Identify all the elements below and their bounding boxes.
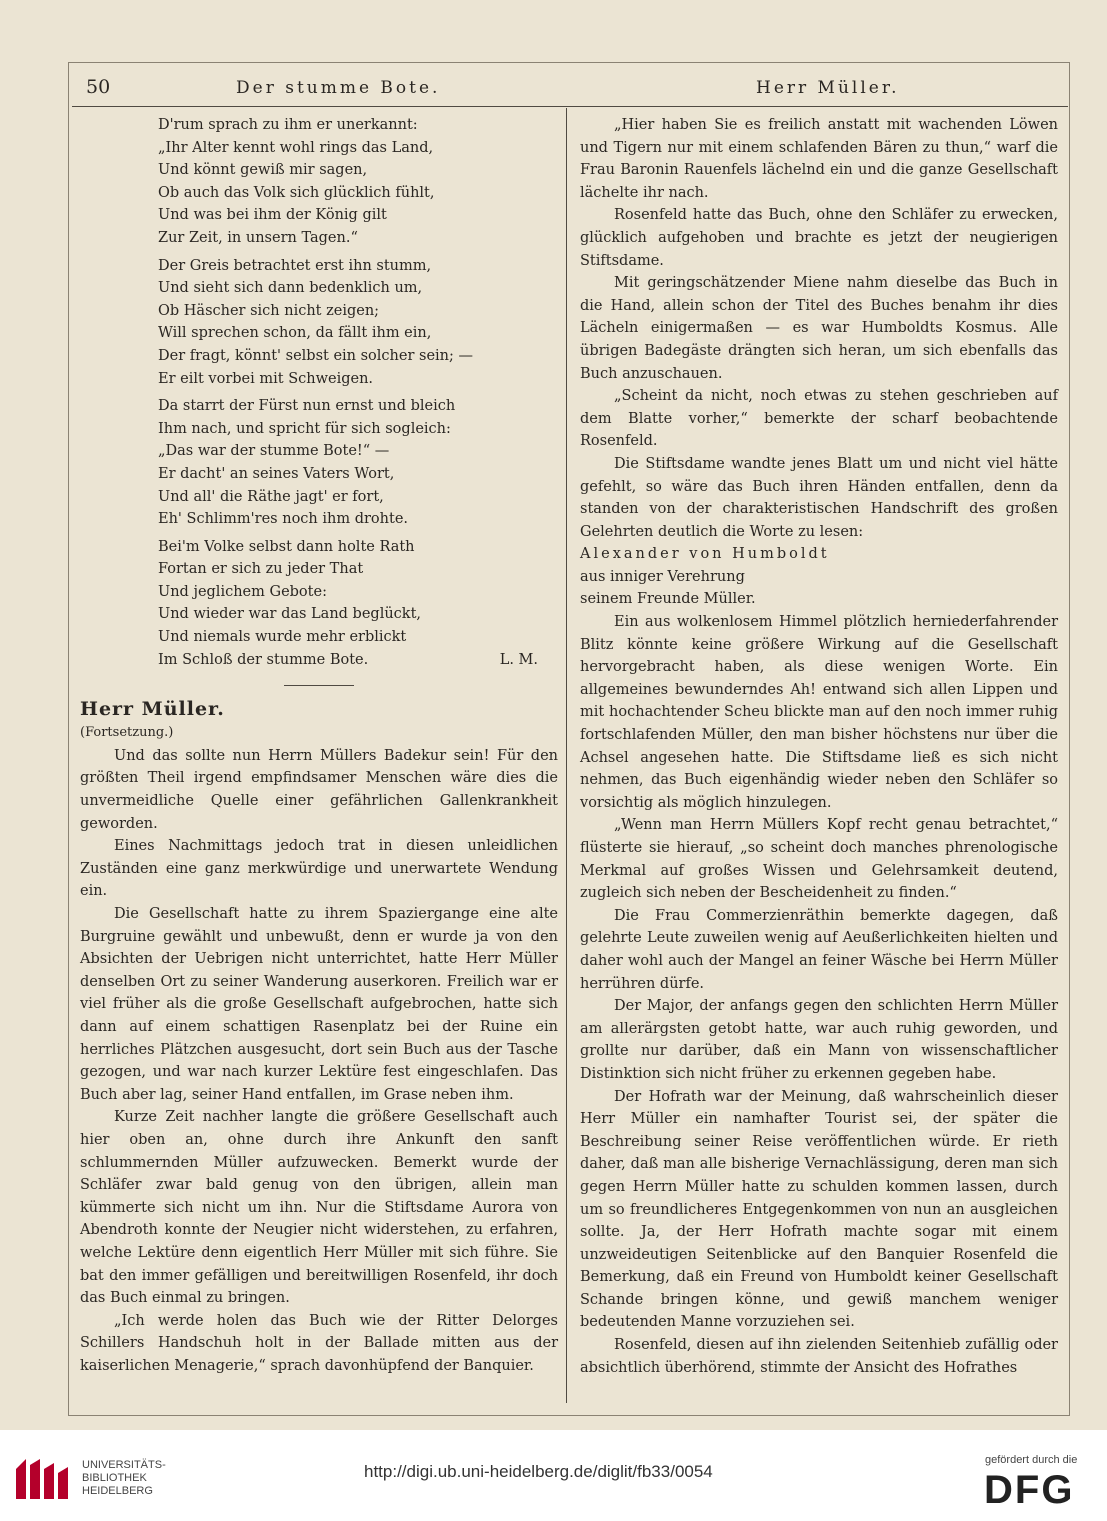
dedication-line: aus inniger Verehrung xyxy=(580,568,745,585)
poem-line: Und niemals wurde mehr erblickt xyxy=(158,629,407,646)
article-title: Herr Müller. xyxy=(80,698,225,721)
paragraph: Eines Nachmittags jedoch trat in diesen unleidlichen Zuständen eine ganz merkwürdige und unerwartete Wendung ein. xyxy=(80,838,558,900)
paragraph: Und das sollte nun Herrn Müllers Badekur sein! Für den größten Theil irgend empfindsamer Menschen wäre dies die unvermeidliche Quelle einer gefährlichen Gallenkrankheit geworden. xyxy=(80,747,558,832)
poem-line: Und was bei ihm der König gilt xyxy=(158,207,387,224)
poem-line: „Ihr Alter kennt wohl rings das Land, xyxy=(158,139,434,156)
paragraph: Kurze Zeit nachher langte die größere Gesellschaft auch hier oben an, ohne durch ihre Ankunft den sanft schlummernden Müller aufzuwecken. Bemerkt wurde der Schläfer zwar bald genug von den übrigen, allein man kümmerte sich nicht um ihn. Nur die Stiftsdame Aurora von Abendroth konnte der Neugier nicht widerstehen, zu erfahren, welche Lektüre denn eigentlich Herr Müller mit sich führe. Sie bat den immer gefälligen und bereitwilligen Rosenfeld, ihr doch das Buch einmal zu bringen. xyxy=(80,1109,558,1307)
poem-line: Er dacht' an seines Vaters Wort, xyxy=(158,465,395,482)
poem-line: Und all' die Räthe jagt' er fort, xyxy=(158,488,384,505)
poem-line: Er eilt vorbei mit Schweigen. xyxy=(158,370,374,387)
poem-line: Will sprechen schon, da fällt ihm ein, xyxy=(158,325,432,342)
paragraph: „Wenn man Herrn Müllers Kopf recht genau betrachtet,“ flüsterte sie hierauf, „so scheint doch manches phrenologische Merkmal auf großes Wissen und Gelehrsamkeit deutend, zugleich sich neben der Bescheidenheit zu finden.“ xyxy=(580,817,1058,902)
poem-line: Der Greis betrachtet erst ihn stumm, xyxy=(158,257,432,274)
paragraph: Die Gesellschaft hatte zu ihrem Spaziergange eine alte Burgruine gewählt und unbewußt, denn er wurde ja von den Absichten der Uebrigen nicht unterrichtet, hatte Herr Müller denselben Ort zu seiner Wanderung auserkoren. Freilich war er viel früher als die große Gesellschaft aufgebrochen, hatte sich dann auf einem schattigen Rasenplatz bei der Ruine ein herrliches Plätzchen ausgesucht, dort sein Buch aus der Tasche gezogen, und war nach kurzer Lektüre fest eingeschlafen. Das Buch aber lag, seiner Hand entfallen, im Grase neben ihm. xyxy=(80,906,558,1103)
poem-line: Und könnt gewiß mir sagen, xyxy=(158,162,368,179)
poem-stanza xyxy=(158,395,558,531)
article-subtitle: (Fortsetzung.) xyxy=(80,725,174,741)
poem-line: Im Schloß der stumme Bote. xyxy=(158,651,369,668)
poem-line: Da starrt der Fürst nun ernst und bleich xyxy=(158,398,456,415)
poem-line: Ob auch das Volk sich glücklich fühlt, xyxy=(158,184,435,201)
funding-caption: gefördert durch die xyxy=(985,1454,1078,1466)
poem-line: Ihm nach, und spricht für sich sogleich: xyxy=(158,420,451,437)
poem-stanza xyxy=(158,255,558,391)
library-logo-icon xyxy=(12,1455,76,1503)
poem-line: „Das war der stumme Bote!“ — xyxy=(158,443,390,460)
poem-author: L. M. xyxy=(499,651,538,668)
dedication-line: seinem Freunde Müller. xyxy=(580,591,756,608)
source-url-link[interactable]: http://digi.ub.uni-heidelberg.de/diglit/fb33/0054 xyxy=(364,1462,713,1481)
running-header xyxy=(86,74,1061,104)
poem-line: Fortan er sich zu jeder That xyxy=(158,561,364,578)
header-title-left: Der stumme Bote. xyxy=(236,78,441,98)
header-title-right: Herr Müller. xyxy=(756,78,900,98)
library-name-line: HEIDELBERG xyxy=(82,1485,153,1497)
paragraph: Rosenfeld, diesen auf ihn zielenden Seitenhieb zufällig oder absichtlich überhörend, stimmte der Ansicht des Hofrathes xyxy=(580,1337,1058,1376)
poem-line: Und sieht sich dann bedenklich um, xyxy=(158,280,423,297)
right-column xyxy=(580,114,1058,1379)
poem-last-line xyxy=(158,649,558,672)
poem-line: Und jeglichem Gebote: xyxy=(158,583,327,600)
paragraph: Der Hofrath war der Meinung, daß wahrscheinlich dieser Herr Müller ein namhafter Tourist sei, der später die Beschreibung seiner Reise veröffentlichen würde. Er rieth daher, daß man alle bisherige Vernachlässigung, deren man sich gegen Herrn Müller hatte zu schulden kommen lassen, durch um so freundlicheres Entgegenkommen von nun an ausgleichen sollte. Ja, der Herr Hofrath machte sogar mit einem unzweideutigen Seitenblicke auf den Banquier Rosenfeld die Bemerkung, daß ein Freund von Humboldt keiner Gesellschaft Schande bringen könne, und gewiß manchem weniger bedeutenden Manne vorzuziehen sei. xyxy=(580,1088,1058,1331)
library-name-line: BIBLIOTHEK xyxy=(82,1472,147,1484)
library-name-line: UNIVERSITÄTS- xyxy=(82,1459,166,1471)
poem-line: Und wieder war das Land beglückt, xyxy=(158,606,422,623)
digitization-footer xyxy=(0,1430,1107,1521)
paragraph: Der Major, der anfangs gegen den schlichten Herrn Müller am allerärgsten getobt hatte, war auch ruhig geworden, und grollte nur darüber, daß ein Mann von wissenschaftlicher Distinktion sich nicht früher zu erkennen gegeben habe. xyxy=(580,998,1058,1082)
paragraph: „Scheint da nicht, noch etwas zu stehen geschrieben auf dem Blatte vorher,“ bemerkte der scharf beobachtende Rosenfeld. xyxy=(580,388,1058,450)
paragraph: Mit geringschätzender Miene nahm dieselbe das Buch in die Hand, allein schon der Titel des Buches benahm ihr dies Lächeln einigermaßen — es war Humboldts Kosmus. Alle übrigen Badegäste drängten sich heran, um sich ebenfalls das Buch anzuschauen. xyxy=(580,275,1058,382)
paragraph: Die Frau Commerzienräthin bemerkte dagegen, daß gelehrte Leute zuweilen wenig auf Aeußerlichkeiten hielten und daher wohl auch der Mangel an feiner Wäsche bei Herrn Müller herrühren dürfe. xyxy=(580,907,1058,992)
paragraph: „Ich werde holen das Buch wie der Ritter Delorges Schillers Handschuh holt in der Ballade mitten aus der kaiserlichen Menagerie,“ sprach davonhüpfend der Banquier. xyxy=(80,1312,558,1374)
poem-stanza xyxy=(158,114,558,250)
left-column xyxy=(80,114,558,1377)
poem-line: Der fragt, könnt' selbst ein solcher sein; — xyxy=(158,347,473,364)
column-divider xyxy=(566,108,567,1403)
page-number: 50 xyxy=(86,76,111,98)
poem-line: D'rum sprach zu ihm er unerkannt: xyxy=(158,117,418,133)
poem-line: Bei'm Volke selbst dann holte Rath xyxy=(158,538,415,555)
dfg-logo: DFG xyxy=(984,1468,1075,1512)
dedication-line: Alexander von Humboldt xyxy=(580,546,830,563)
poem-line: Ob Häscher sich nicht zeigen; xyxy=(158,302,380,319)
poem-stanza xyxy=(158,536,558,672)
section-separator xyxy=(284,685,354,686)
poem-line: Zur Zeit, in unsern Tagen.“ xyxy=(158,229,358,246)
library-name xyxy=(82,1459,166,1498)
paragraph: Rosenfeld hatte das Buch, ohne den Schläfer zu erwecken, glücklich aufgehoben und brachte es jetzt der neugierigen Stiftsdame. xyxy=(580,207,1058,269)
paragraph: Ein aus wolkenlosem Himmel plötzlich herniederfahrender Blitz könnte keine größere Wirkung auf die Gesellschaft hervorgebracht haben, als diese wenigen Worte. Ein allgemeines bewunderndes Ah! entwand sich allen Lippen und mit hochachtender Scheu blickte man auf den noch immer ruhig fortschlafenden Müller, den man bisher höchstens nur über die Achsel angesehen hatte. Die Stiftsdame ließ es sich nicht nehmen, das Buch eigenhändig wieder neben den Schläfer so vorsichtig als möglich hinzulegen. xyxy=(580,614,1058,811)
paragraph: „Hier haben Sie es freilich anstatt mit wachenden Löwen und Tigern nur mit einem schlafenden Bären zu thun,“ warf die Frau Baronin Rauenfels lächelnd ein und die ganze Gesellschaft lächelte ihr nach. xyxy=(580,117,1058,201)
header-rule xyxy=(72,106,1068,107)
poem-line: Eh' Schlimm'res noch ihm drohte. xyxy=(158,511,409,528)
paragraph: Die Stiftsdame wandte jenes Blatt um und nicht viel hätte gefehlt, so wäre das Buch ihren Händen entfallen, denn da standen von der charakteristischen Handschrift des großen Gelehrten deutlich die Worte zu lesen: xyxy=(580,455,1058,540)
